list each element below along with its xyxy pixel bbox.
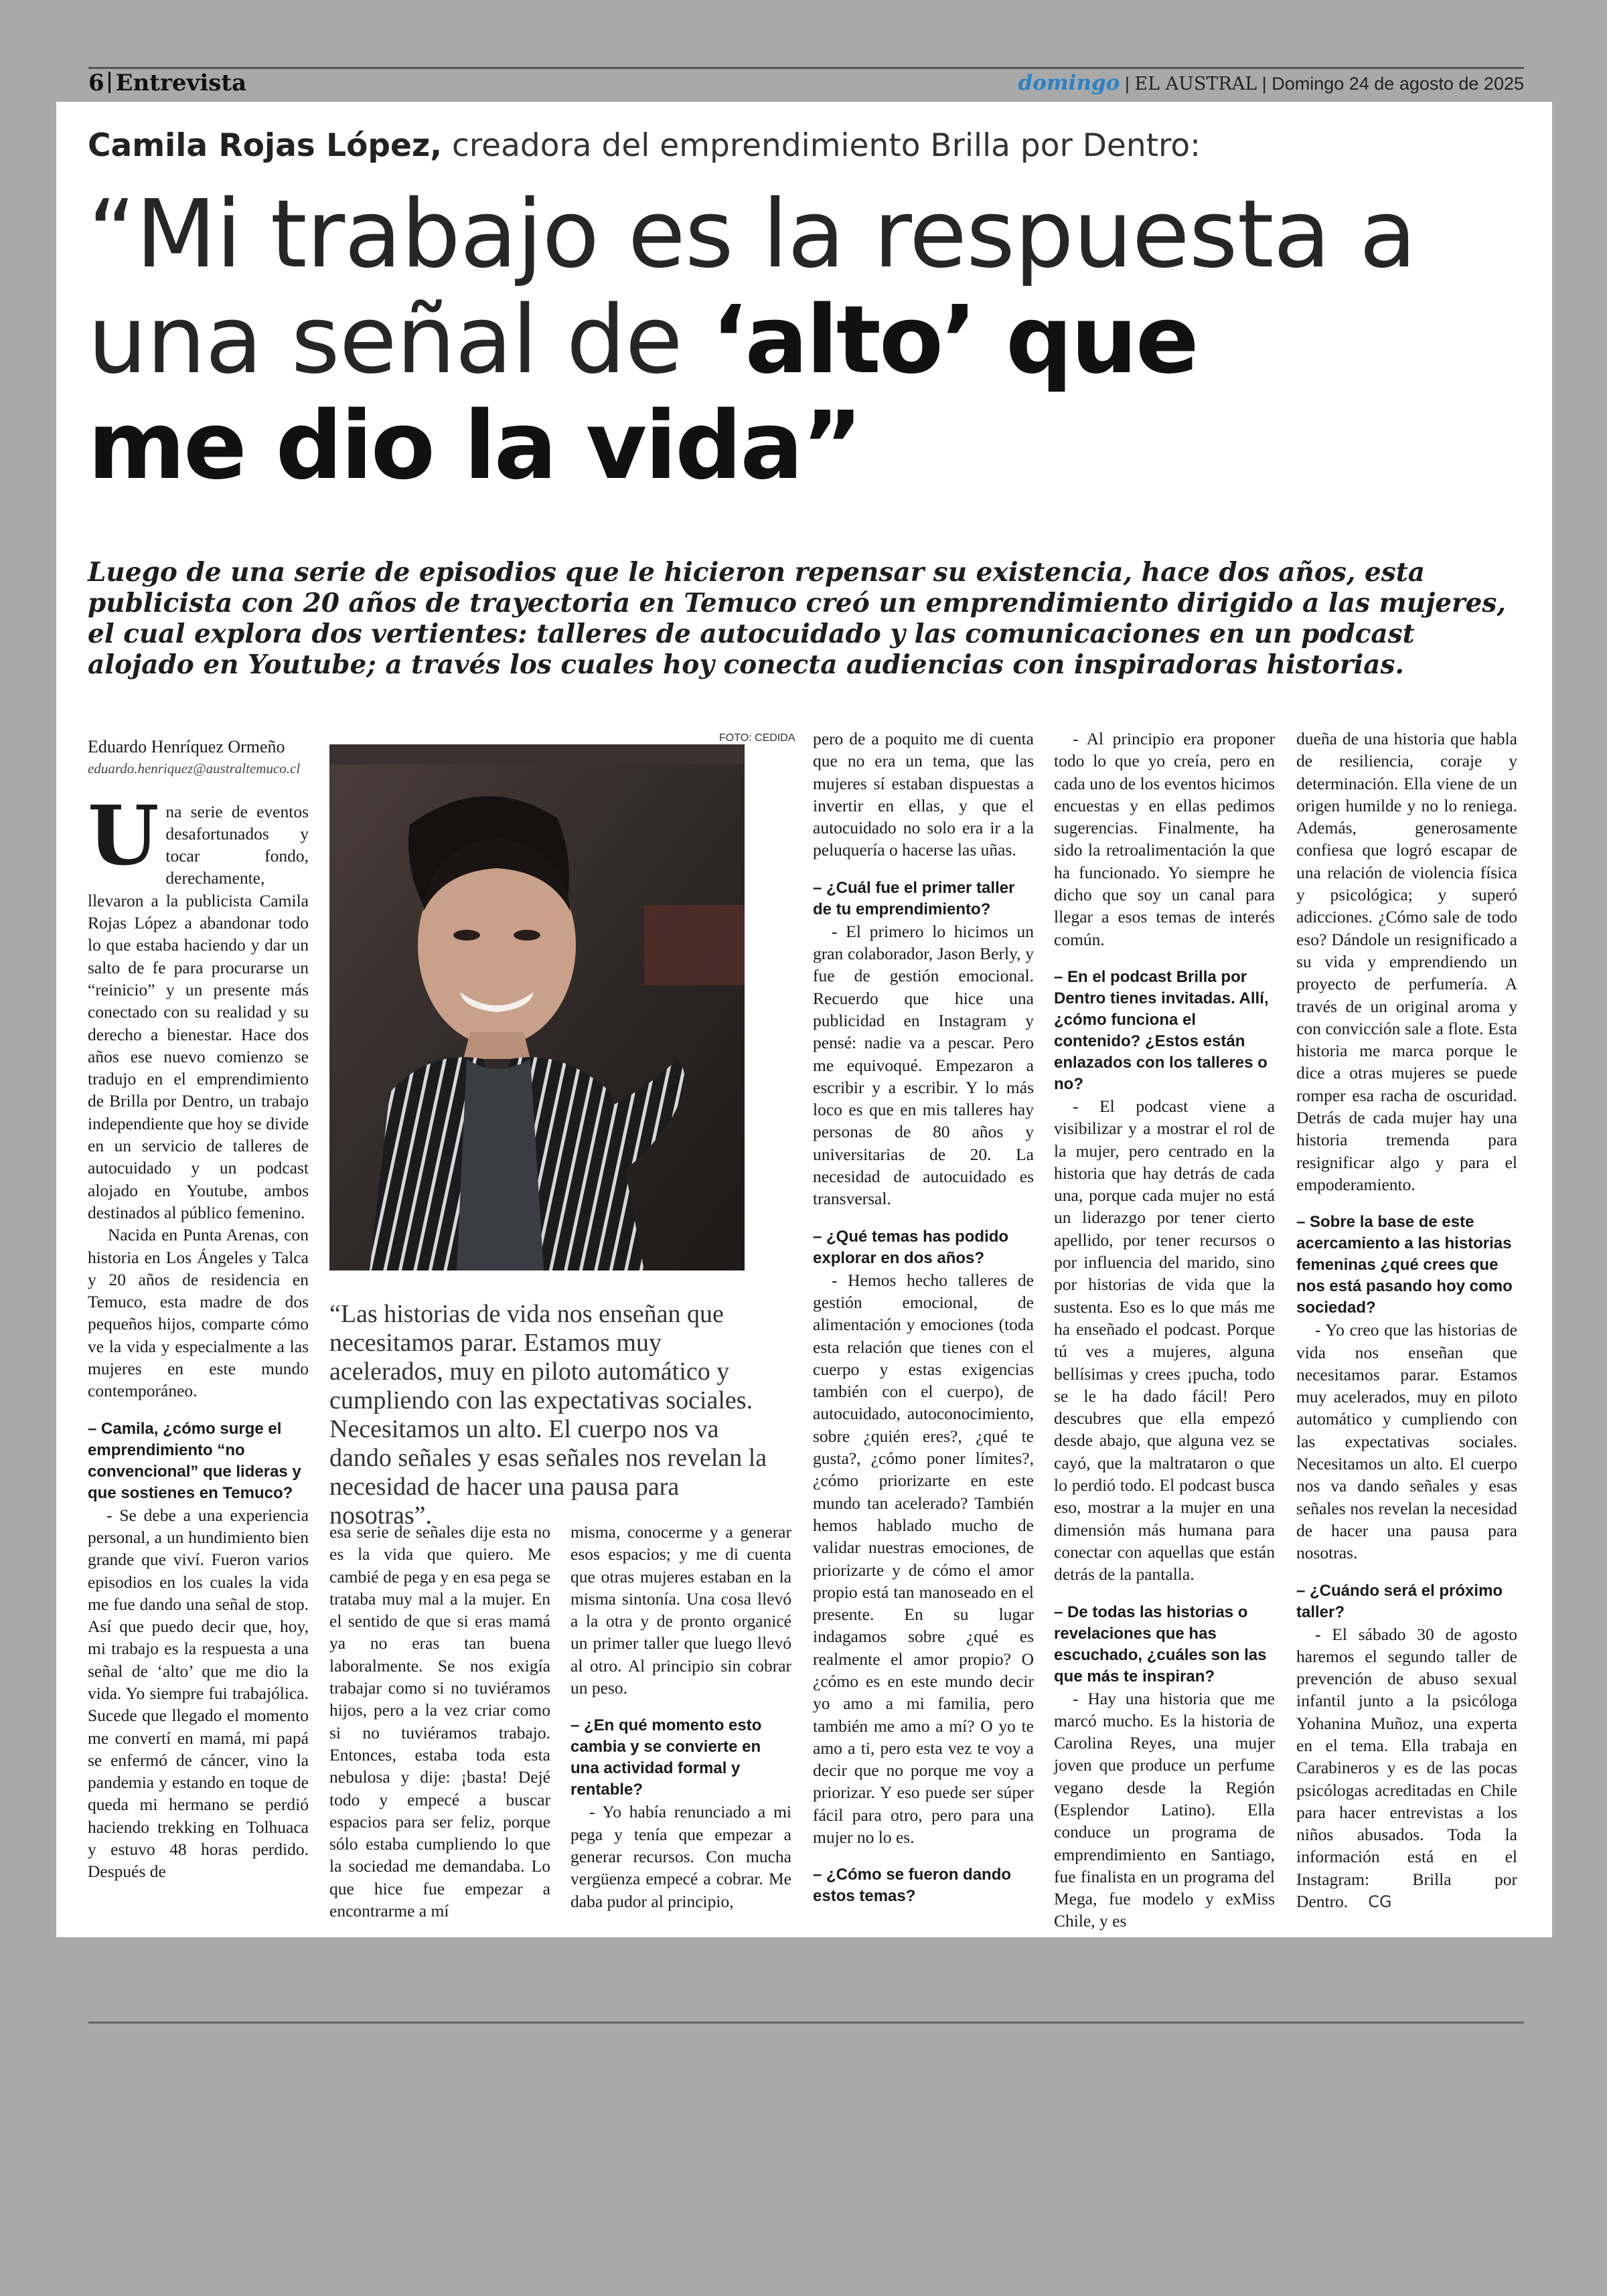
interview-question: – ¿Cómo se fueron dando estos temas?: [813, 1866, 1012, 1906]
interview-answer: [1296, 1623, 1517, 1914]
paragraph: dueña de una historia que habla de resiliencia, coraje y determinación. Ella viene de un origen humilde y no lo reniega. Además, generosamente confiesa que logró escapar de una relación de violencia física y psicológica; y superó adicciones. ¿Cómo sale de todo eso? Dándole un resignificado a su vida y emprendiendo un proyecto de perfumería. A través de un original aroma y con convicción sale a flote. Esta historia me marca porque le dice a otras mujeres se puede romper esa racha de oscuridad. Detrás de cada mujer hay una historia tremenda para resignificar algo y para el empoderamiento.: [1296, 729, 1517, 1194]
paragraph-text: na serie de eventos desafortunados y tocar fondo, derechamente, llevaron a la publicista Camila Rojas López a abandonar todo lo que estaba haciendo y dar un salto de fe para procurarse un “reinicio” y un presente más conectado con su realidad y su derecho a bienestar. Hace dos años ese nuevo comienzo se tradujo en el emprendimiento de Brilla por Dentro, un trabajo independiente que hoy se divide en un servicio de talleres de autocuidado y un podcast alojado en Youtube, ambos destinados al público femenino.: [88, 801, 309, 1222]
column-4: [1054, 728, 1275, 1933]
author-name: Eduardo Henríquez Ormeño: [88, 737, 285, 756]
interview-question: – ¿Cuándo será el próximo taller?: [1296, 1581, 1503, 1621]
interview-answer: - Hemos hecho talleres de gestión emocional, de alimentación y emociones (toda esta relación que tienes con el cuerpo y estas exigencias también con el cuerpo), de autocuidado, autoconocimiento, sobre ¿quién eres?, ¿qué te gusta?, ¿cómo poner límites?, ¿cómo priorizarte en este mundo tan acelerado? También hemos hablado mucho de validar nuestras emociones, de priorizarte y de cómo el amor propio está tan manoseado en el presente. En su lugar indagamos sobre ¿qué es realmente el amor propio? O ¿cómo es en este mundo decir yo amo a mi familia, pero también me amo a mí? O yo te amo a ti, pero esta vez te voy a decir que no porque me voy a priorizar. Y eso puede ser súper fácil para otro, pero para una mujer no lo es.: [813, 1270, 1034, 1848]
kicker-role: creadora del emprendimiento Brilla por Dentro:: [442, 127, 1201, 164]
page-header: [88, 64, 1524, 98]
interview-question: – ¿En qué momento esto cambia y se convierte en una actividad formal y rentable?: [570, 1716, 762, 1799]
paragraph: misma, conocerme y a generar esos espacios; y me di cuenta que otras mujeres estaban en la misma sintonía. Una cosa llevó a la otra y de pronto organicé un primer taller que luego llevó al otro. Al principio sin cobrar un peso.: [570, 1522, 791, 1698]
end-mark: CG: [1368, 1892, 1392, 1912]
headline-line-3: [88, 394, 1494, 499]
answer-text: - El sábado 30 de agosto haremos el segundo taller de prevención de abuso sexual infantil junto a la psicóloga Yohanina Muñoz, una experta en el tema. Ella trabaja en Carabineros y es de las pocas psicólogas acreditadas en Chile para hacer entrevistas a los niños abusados. Toda la información está en el Instagram: Brilla por Dentro.: [1296, 1624, 1517, 1912]
publication-date: Domingo 24 de agosto de 2025: [1272, 74, 1524, 94]
interview-answer: - Hay una historia que me marcó mucho. Es la historia de Carolina Reyes, una mujer joven que produce un perfume vegano desde la Región (Esplendor Latino). Ella conduce un programa de emprendimiento en Santiago, fue finalista en un programa del Mega, fue modelo y exMiss Chile, y es: [1054, 1688, 1275, 1931]
column-2b: [570, 1521, 791, 1912]
interview-question: – ¿Qué temas has podido explorar en dos años?: [813, 1227, 1009, 1267]
drop-cap: U: [88, 787, 159, 884]
paragraph: Nacida en Punta Arenas, con historia en Los Ángeles y Talca y 20 años de residencia en Temuco, esta madre de dos pequeños hijos, comparte cómo ve la vida y especialmente a las mujeres en este mundo contemporáneo.: [88, 1225, 309, 1401]
page-number: 6: [88, 70, 104, 96]
portrait-illustration: [329, 744, 745, 1270]
masthead-info: [1018, 71, 1524, 95]
interview-answer: - El podcast viene a visibilizar y a mostrar el rol de la mujer, pero centrado en la historia que hay detrás de cada una, porque cada mujer no está un liderazgo por tener cierto apellido, por tener recursos o por influencia del marido, sino por historias de vida que la sustenta. Eso es lo que más me ha enseñado el podcast. Porque tú ves a mujeres, alguna bellísimas y crees ¡pucha, todo se le ha dado fácil! Pero descubres que ella empezó desde abajo, que alguna vez se cayó, que la maltrataron o que lo perdió todo. El podcast busca eso, mostrar a la mujer en una dimensión más humana para conectar con aquellas que están detrás de la pantalla.: [1054, 1096, 1275, 1584]
interview-question: – ¿Cuál fue el primer taller de tu emprendimiento?: [813, 878, 1015, 918]
photo-credit: FOTO: CEDIDA: [719, 732, 795, 744]
column-2: [329, 1521, 550, 1922]
header-rule: [88, 67, 1524, 69]
column-1: [88, 721, 309, 1883]
lead-paragraph: Luego de una serie de episodios que le hicieron repensar su existencia, hace dos años, esta publicista con 20 años de trayectoria en Temuco creó un emprendimiento dirigido a las mujeres, el cual explora dos vertientes: talleres de autocuidado y las comunicaciones en un podcast alojado en Youtube; a través los cuales hoy conecta audiencias con inspiradoras historias.: [88, 557, 1506, 680]
headline: [88, 182, 1494, 499]
footer-rule: [88, 2022, 1524, 2024]
paragraph: esa serie de señales dije esta no es la vida que quiero. Me cambié de pega y en esa pega se trataba muy mal a la mujer. En el sentido de que si eras mamá ya no eras tan buena laboralmente. Se nos exigía trabajar como si no tuviéramos hijos, pero a la vez criar como si no tuviéramos trabajo. Entonces, estaba toda esta nebulosa y dije: ¡basta! Dejé todo y empecé a buscar espacios para ser feliz, porque sólo estaba cumpliendo lo que la sociedad me demandaba. Lo que hice fue empezar a encontrarme a mí: [329, 1522, 550, 1921]
portrait-photo: [329, 744, 745, 1270]
section-separator: [108, 72, 110, 93]
interview-question: – De todas las historias o revelaciones que has escuchado, ¿cuáles son las que más te inspiran?: [1054, 1603, 1267, 1686]
interview-answer: - Yo había renunciado a mi pega y tenía que empezar a generar recursos. Con mucha vergüenza empecé a cobrar. Me daba pudor al principio,: [570, 1802, 791, 1911]
paragraph: pero de a poquito me di cuenta que no era un tema, que las mujeres sí estaban dispuestas a invertir en ellas, y que el autocuidado no solo era ir a la peluquería o hacerse las uñas.: [813, 729, 1034, 860]
column-5: [1296, 728, 1517, 1913]
masthead-separator: |: [1261, 74, 1267, 94]
paragraph: [88, 787, 309, 1224]
column-3: [813, 728, 1034, 1907]
brand-name: domingo: [1018, 71, 1120, 95]
interview-answer: - Al principio era proponer todo lo que yo creía, pero en cada uno de los eventos hicimos encuestas y en ellas pedimos sugerencias. Finalmente, ha sido la retroalimentación la que ha funcionado. Yo siempre he dicho que soy un canal para llegar a esos temas de interés común.: [1054, 729, 1275, 949]
headline-line-2-bold: ‘alto’ que: [711, 286, 1197, 395]
kicker-name: Camila Rojas López,: [88, 127, 443, 164]
interview-question: – En el podcast Brilla por Dentro tienes invitadas. Allí, ¿cómo funciona el contenido? ¿Estos están enlazados con los talleres o no?: [1054, 967, 1269, 1093]
headline-line-2-plain: una señal de: [88, 286, 712, 395]
section-name: Entrevista: [115, 70, 247, 96]
interview-answer: - El primero lo hicimos un gran colaborador, Jason Berly, y fue de gestión emocional. Recuerdo que hice una publicidad en Instagram y pensé: nadie va a pescar. Pero me equivoqué. Empezaron a escribir y a escribir. Y lo más loco es que en mis talleres hay personas de 80 años y universitarias de 20. La necesidad de autocuidado es transversal.: [813, 921, 1034, 1209]
section-label: [88, 70, 246, 96]
interview-question: – Camila, ¿cómo surge el emprendimiento “no convencional” que lideras y que sostienes en Temuco?: [88, 1419, 301, 1502]
interview-answer: - Yo creo que las historias de vida nos enseñan que necesitamos parar. Estamos muy acelerados, muy en piloto automático y cumpliendo con las expectativas sociales. Necesitamos un alto. El cuerpo nos va dando señales y esas señales nos revelan la necesidad de hacer una pausa para nosotras.: [1296, 1320, 1517, 1563]
headline-line-1: “Mi trabajo es la respuesta a: [88, 180, 1416, 289]
interview-question: – Sobre la base de este acercamiento a las historias femeninas ¿qué crees que nos está pasando hoy como sociedad?: [1296, 1213, 1513, 1317]
headline-line-3-bold: me dio la vida”: [88, 392, 861, 501]
interview-answer: - Se debe a una experiencia personal, a un hundimiento bien grande que viví. Fueron varios episodios en los cuales la vida me fue dando una señal de stop. Así que puedo decir que, hoy, mi trabajo es la respuesta a una señal de ‘alto’ que me dio la vida. Yo siempre fui trabajólica. Sucede que llegado el momento me convertí en mamá, mi papá se enfermó de cáncer, vino la pandemia y estando en toque de queda mi hermano se perdió haciendo trekking en Tolhuaca y estuvo 48 horas perdido. Después de: [88, 1505, 309, 1882]
newspaper-name: EL AUSTRAL: [1134, 74, 1257, 94]
article-page: [56, 102, 1552, 1937]
pull-quote: “Las historias de vida nos enseñan que necesitamos parar. Estamos muy acelerados, muy en piloto automático y cumpliendo con las expectativas sociales. Necesitamos un alto. El cuerpo nos va dando señales y esas señales nos revelan la necesidad de hacer una pausa para nosotras”.: [329, 1300, 767, 1530]
kicker: [88, 127, 1201, 164]
author-email: eduardo.henriquez@australtemuco.cl: [88, 760, 301, 777]
masthead-separator: |: [1124, 74, 1130, 94]
headline-line-2: [88, 288, 1494, 394]
